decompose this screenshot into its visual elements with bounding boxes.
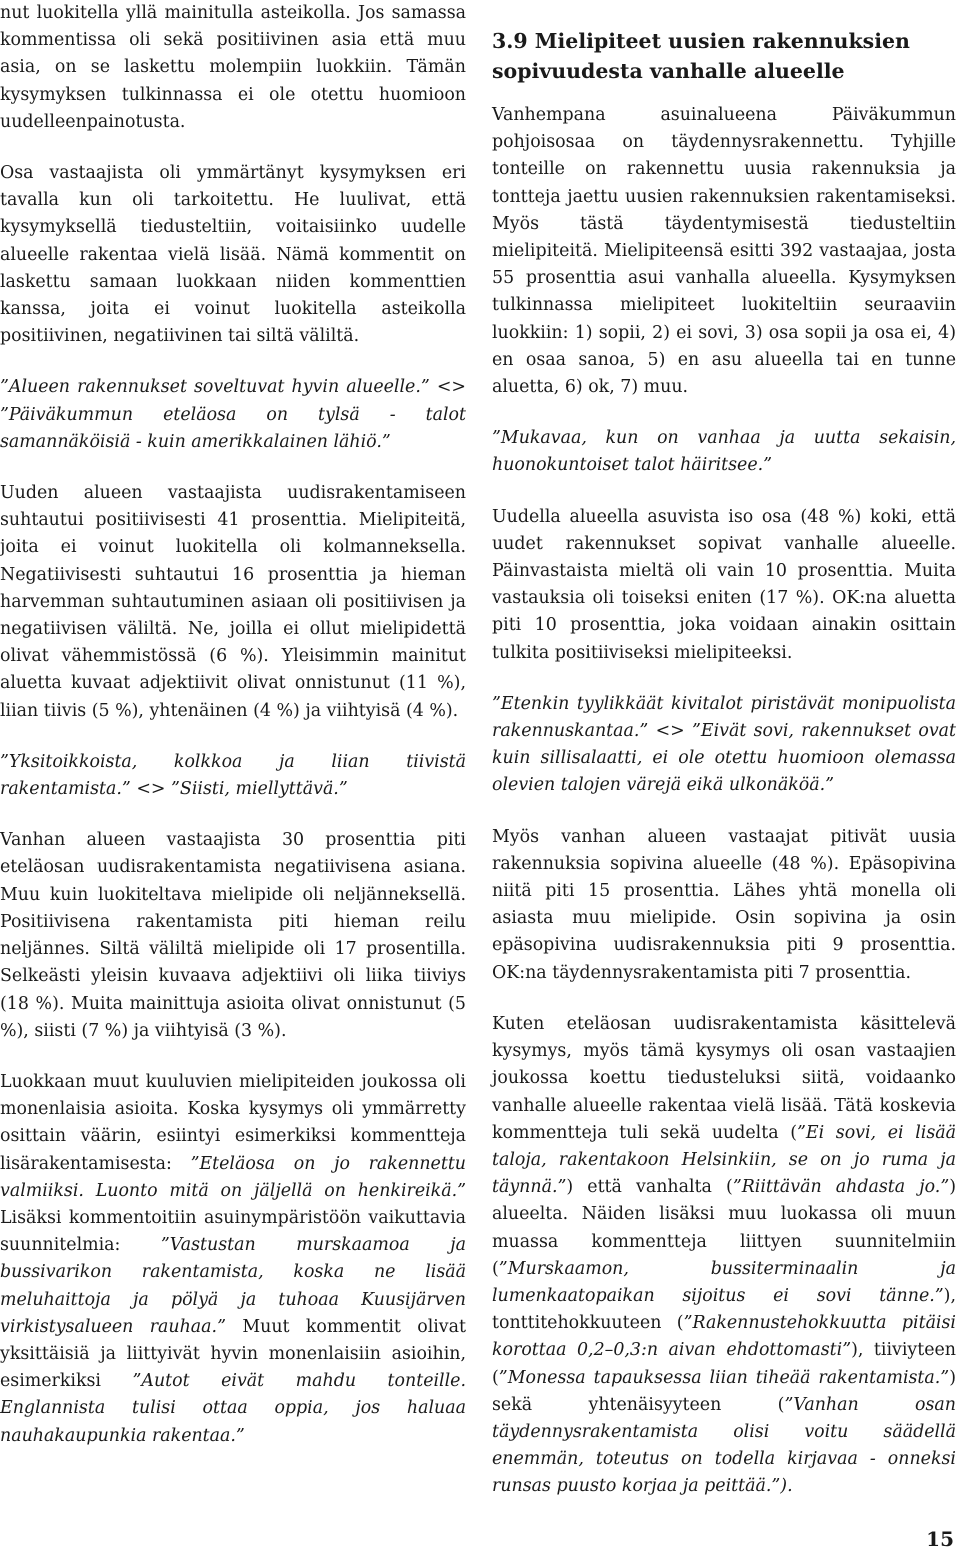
paragraph: Osa vastaajista oli ymmärtänyt kysymyksen eri tavalla kun oli tarkoitettu. He luulivat, että kysymyksellä tiedusteltiin, voitaisiinko uudelle alueelle rakentaa vielä lisää. Nämä kommentit on laskettu samaan luokkaan niiden kommenttien kanssa, joita ei voinut luokitella asteikolla positiivinen, negatiivinen tai siltä väliltä. [0, 163, 466, 347]
text-run: Lisäksi kommentoitiin asuinympäristöön vaikuttavia suunnitelmia: [0, 1207, 466, 1256]
quote-run: ”Vanhan osan täydennysrakentamista olisi voitu säädellä enemmän, toteutus on todella kirjavaa - onneksi runsas puusto korjaa ja peittää.”). [492, 1394, 957, 1497]
paragraph: Vanhan alueen vastaajista 30 prosenttia piti eteläosan uudisrakentamista negatiivisena asiana. Muu kuin luokiteltava mielipide oli neljänneksellä. Positiivisena rakentamista piti hieman reilu neljännes. Siltä väliltä mielipide oli 17 prosentilla. Selkeästi yleisin kuvaava adjektiivi oli liika tiiviys (18 %). Muita mainittuja asioita olivat onnistunut (5 %), siisti (7 %) ja viihtyisä (3 %). [0, 830, 466, 1041]
quote-run: ”Riittävän ahdasta jo.” [732, 1177, 950, 1198]
text-run: Luokkaan muut kuuluvien mielipiteiden joukossa oli monenlaisia asioita. Koska kysymys oli ymmärretty osittain väärin, esiintyi esimerkiksi kommentteja lisärakentamisesta: [0, 1071, 466, 1174]
quote-run: ”Eteläosa on jo rakennettu valmiiksi. Luonto mitä on jäljellä on henkireikä.” [0, 1153, 467, 1201]
quote: ”Yksitoikkoista, kolkkoa ja liian tiivistä rakentamista.” <> ”Siisti, miellyttävä.” [0, 751, 466, 800]
paragraph-mixed [0, 1069, 466, 1450]
paragraph-mixed [492, 1011, 956, 1501]
page-number: 15 [926, 1527, 954, 1551]
quote-run: ”Monessa tapauksessa liian tiheää rakentamista.” [498, 1367, 950, 1388]
quote-run: ”Vastustan murskaamoa ja bussivarikon rakentamista, koska ne lisää meluhaittoja ja pölyä ja tuhoaa Kuusijärven virkistysalueen rauhaa.” [0, 1235, 466, 1337]
text-run: ), tiiviyteen ( [492, 1340, 956, 1388]
text-run: Muut kommentit olivat yksittäisiä ja liittyivät hyvin monenlaisiin asioihin, esimerkiksi [0, 1316, 466, 1392]
paragraph: Uudella alueella asuvista iso osa (48 %) koki, että uudet rakennukset sopivat vanhalle alueelle. Päinvastaista mieltä oli vain 10 prosenttia. Muita vastauksia oli toiseksi eniten (17 %). OK:na aluetta piti 10 prosenttia, joka voidaan ainakin osittain tulkita positiiviseksi mielipiteeksi. [492, 506, 956, 663]
text-run: ) että vanhalta ( [566, 1177, 733, 1198]
paragraph: Myös vanhan alueen vastaajat pitivät uusia rakennuksia sopivina alueelle (48 %). Epäsopivina niitä piti 15 prosenttia. Lähes yhtä monella oli asiasta muu mielipide. Osin sopivina ja osin epäsopivina uudisrakennuksia piti 9 prosenttia. OK:na täydennysrakentamista piti 7 prosenttia. [492, 826, 956, 983]
quote: ”Alueen rakennukset soveltuvat hyvin alueelle.” <> ”Päiväkummun eteläosa on tylsä - talot samannäköisiä - kuin amerikkalainen lähiö.” [0, 377, 466, 452]
quote-run: ”Ei sovi, ei lisää taloja, rakentakoon Helsinkiin, se on jo ruma ja täynnä.” [492, 1122, 956, 1198]
paragraph: Vanhempana asuinalueena Päiväkummun pohjoisosaa on täydennysrakennettu. Tyhjille tonteille on rakennettu uusia rakennuksia ja tontteja jaettu uusien rakennuksien rakentamiseksi. Myös tästä täydentymisestä tiedusteltiin mielipiteitä. Mielipiteensä esitti 392 vastaajaa, josta 55 prosenttia asui vanhalla alueella. Kysymyksen tulkinnassa mielipiteet luokiteltiin seuraaviin luokkiin: 1) sopii, 2) ei sovi, 3) osa sopii ja osa ei, 4) en osaa sanoa, 5) en asu alueella tai en tunne aluetta, 6) ok, 7) muu. [492, 105, 956, 398]
quote-run: ”Rakennustehokkuutta pitäisi korottaa 0,2–0,3:n aivan ehdottomasti” [492, 1313, 956, 1361]
text-run: Kuten eteläosan uudisrakentamista käsittelevä kysymys, myös tämä kysymys oli osan vastaajien joukossa koettu tiedusteluksi siitä, voidaanko vanhalle alueelle rakentaa vielä lisää. Tätä koskevia kommentteja tuli sekä uudelta ( [492, 1013, 956, 1143]
quote-run: ”Autot eivät mahdu tonteille. Englannista tulisi ottaa oppia, jos haluaa nauhakaupunkia rakentaa.” [0, 1371, 466, 1446]
quote: ”Mukavaa, kun on vanhaa ja uutta sekaisin, huonokuntoiset talot häiritsee.” [492, 428, 956, 476]
section-heading: 3.9 Mielipiteet uusien rakennuksien sopivuudesta vanhalle alueelle [492, 29, 910, 83]
paragraph: nut luokitella yllä mainitulla asteikolla. Jos samassa kommentissa oli sekä positiivinen asia että muu asia, on se laskettu molempiin luokkiin. Tämän kysymyksen tulkinnassa ei ole otettu huomioon uudelleenpainotusta. [0, 3, 466, 132]
left-column [0, 0, 466, 1474]
quote-run: ”Murskaamon, bussiterminaalin ja lumenkaatopaikan sijoitus ei sovi tänne.” [492, 1258, 956, 1306]
text-run: ), tonttitehokkuuteen ( [492, 1285, 956, 1334]
right-column [492, 26, 956, 1525]
text-run: ) sekä yhtenäisyyteen ( [492, 1367, 956, 1415]
text-run: ) alueelta. Näiden lisäksi muu luokassa oli muun muassa kommentteja liittyen suunnitelmiin ( [492, 1177, 957, 1279]
quote: ”Etenkin tyylikkäät kivitalot piristävät monipuolista rakennuskantaa.” <> ”Eivät sovi, rakennukset ovat kuin sillisalaatti, ei ole otettu huomioon olemassa olevien talojen värejä eikä ulkonäköä.” [492, 693, 956, 796]
paragraph: Uuden alueen vastaajista uudisrakentamiseen suhtautui positiivisesti 41 prosenttia. Mielipiteitä, joita ei voinut luokitella oli kolmanneksella. Negatiivisesti suhtautui 16 prosenttia ja hieman harvemman suhtautuminen asiaan oli positiivisen ja negatiivisen väliltä. Ne, joilla ei ollut mielipidettä olivat vähemmistössä (6 %). Yleisimmin mainitut aluetta kuvaat adjektiivit olivat onnistunut (11 %), liian tiivis (5 %), yhtenäinen (4 %) ja viihtyisä (4 %). [0, 483, 466, 721]
